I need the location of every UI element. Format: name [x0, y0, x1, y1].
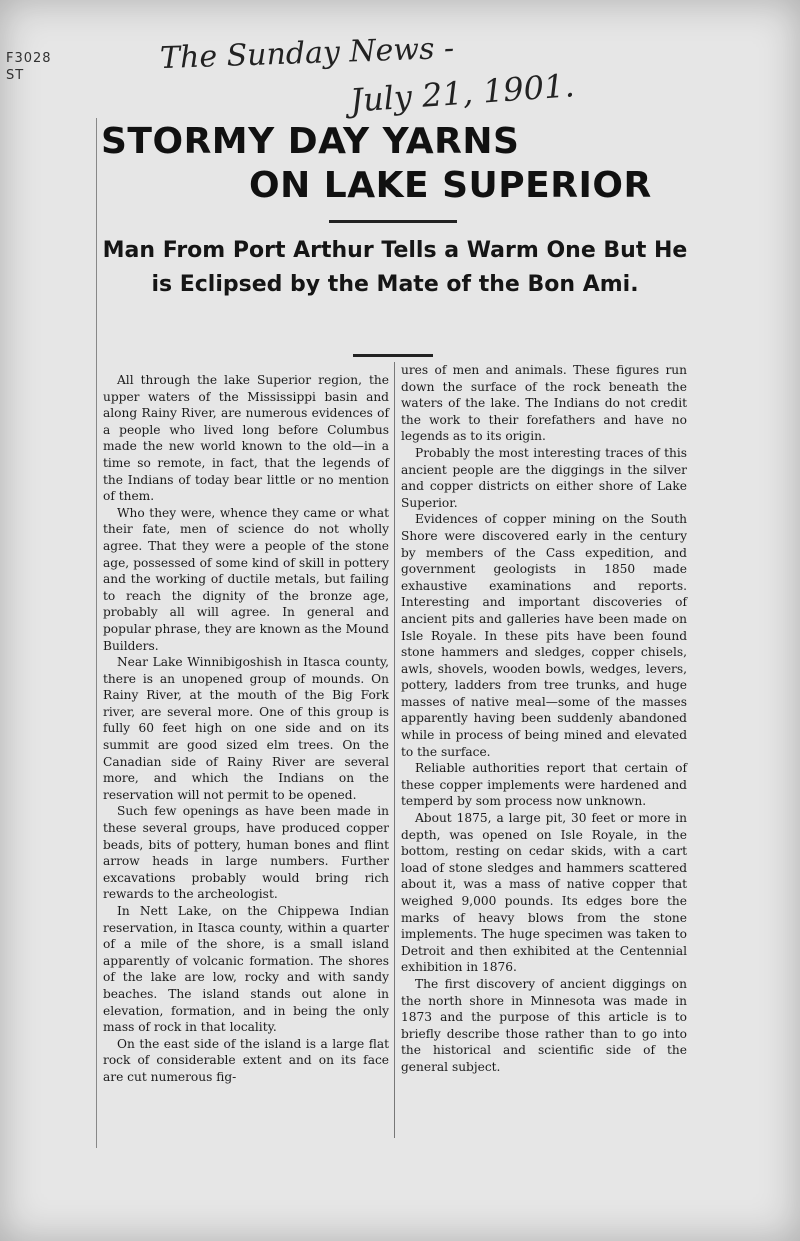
paragraph: About 1875, a large pit, 30 feet or more in depth, was opened on Isle Royale, in the bottom, resting on cedar skids, with a cart load of stone sledges and hammers scattered about it, was a mass of native copper that weighed 9,000 pounds. Its edges bore the marks of heavy blows from the stone implements. The huge specimen was taken to Detroit and then exhibited at the Centennial exhibition in 1876.: [401, 811, 687, 975]
paragraph: ures of men and animals. These figures run down the surface of the rock beneath the waters of the lake. The Indians do not credit the work to their forefathers and have no legends as to its origin.: [401, 363, 687, 444]
handwritten-date: July 21, 1901.: [348, 66, 576, 120]
left-column: [103, 372, 389, 1086]
paragraph: Such few openings as have been made in these several groups, have produced copper beads, bits of pottery, human bones and flint arrow heads in large numbers. Further excavations probably would bring rich rewards to the archeologist.: [103, 804, 389, 902]
paragraph: All through the lake Superior region, the upper waters of the Mississippi basin and along Rainy River, are numerous evidences of a people who lived long before Columbus made the new world known to the old—in a time so remote, in fact, that the legends of the Indians of today bear little or no mention of them.: [103, 373, 389, 504]
paragraph: In Nett Lake, on the Chippewa Indian reservation, in Itasca county, within a quarter of a mile of the shore, is a small island apparently of volcanic formation. The shores of the lake are low, rocky and with sandy beaches. The island stands out alone in elevation, formation, and in being the only mass of rock in that locality.: [103, 904, 389, 1035]
column-divider: [394, 362, 395, 1138]
paragraph: Who they were, whence they came or what their fate, men of science do not wholly agree. That they were a people of the stone age, possessed of some kind of skill in pottery and the working of ductile metals, but failing to reach the dignity of the bronze age, probably all will agree. In general and popular phrase, they are known as the Mound Builders.: [103, 505, 389, 653]
archive-id-stamp: [6, 50, 52, 84]
headline-divider: [329, 220, 457, 223]
subheadline: Man From Port Arthur Tells a Warm One But He is Eclipsed by the Mate of the Bon Ami.: [102, 238, 688, 297]
paragraph: Near Lake Winnibigoshish in Itasca county, there is an unopened group of mounds. On Rainy River, at the mouth of the Big Fork river, are several more. One of this group is fully 60 feet high on one side and on its summit are good sized elm trees. On the Canadian side of Rainy River are several more, and which the Indians on the reservation will not permit to be opened.: [103, 655, 389, 802]
handwritten-masthead: The Sunday News -: [159, 30, 455, 77]
archive-id-line1: F3028: [6, 51, 52, 66]
subhead-divider: [353, 354, 433, 357]
paragraph: The first discovery of ancient diggings on the north shore in Minnesota was made in 1873 and the purpose of this article is to briefly describe those rather than to go into the historical and scientific side of the general subject.: [401, 976, 687, 1074]
paragraph: Probably the most interesting traces of this ancient people are the diggings in the silver and copper districts on either shore of Lake Superior.: [401, 445, 687, 510]
headline: [97, 120, 693, 208]
headline-line-1: STORMY DAY YARNS: [101, 121, 520, 162]
paragraph: On the east side of the island is a large flat rock of considerable extent and on its face are cut numerous fig-: [103, 1036, 389, 1084]
paragraph: Reliable authorities report that certain of these copper implements were hardened and temperd by som process now unknown.: [401, 761, 687, 809]
right-column: [401, 362, 687, 1076]
headline-line-2: ON LAKE SUPERIOR: [249, 165, 652, 206]
newspaper-clipping: [96, 118, 693, 1148]
archive-id-line2: ST: [6, 68, 25, 83]
paragraph: Evidences of copper mining on the South Shore were discovered early in the century by members of the Cass expedition, and government geologists in 1850 made exhaustive examinations and reports. Interesting and important discoveries of ancient pits and galleries have been made on Isle Royale. In these pits have been found stone hammers and sledges, copper chisels, awls, shovels, wooden bowls, wedges, levers, pottery, ladders from tree trunks, and huge masses of native meal—some of the masses apparently having been suddenly abandoned while in process of being mined and elevated to the surface.: [401, 512, 687, 759]
